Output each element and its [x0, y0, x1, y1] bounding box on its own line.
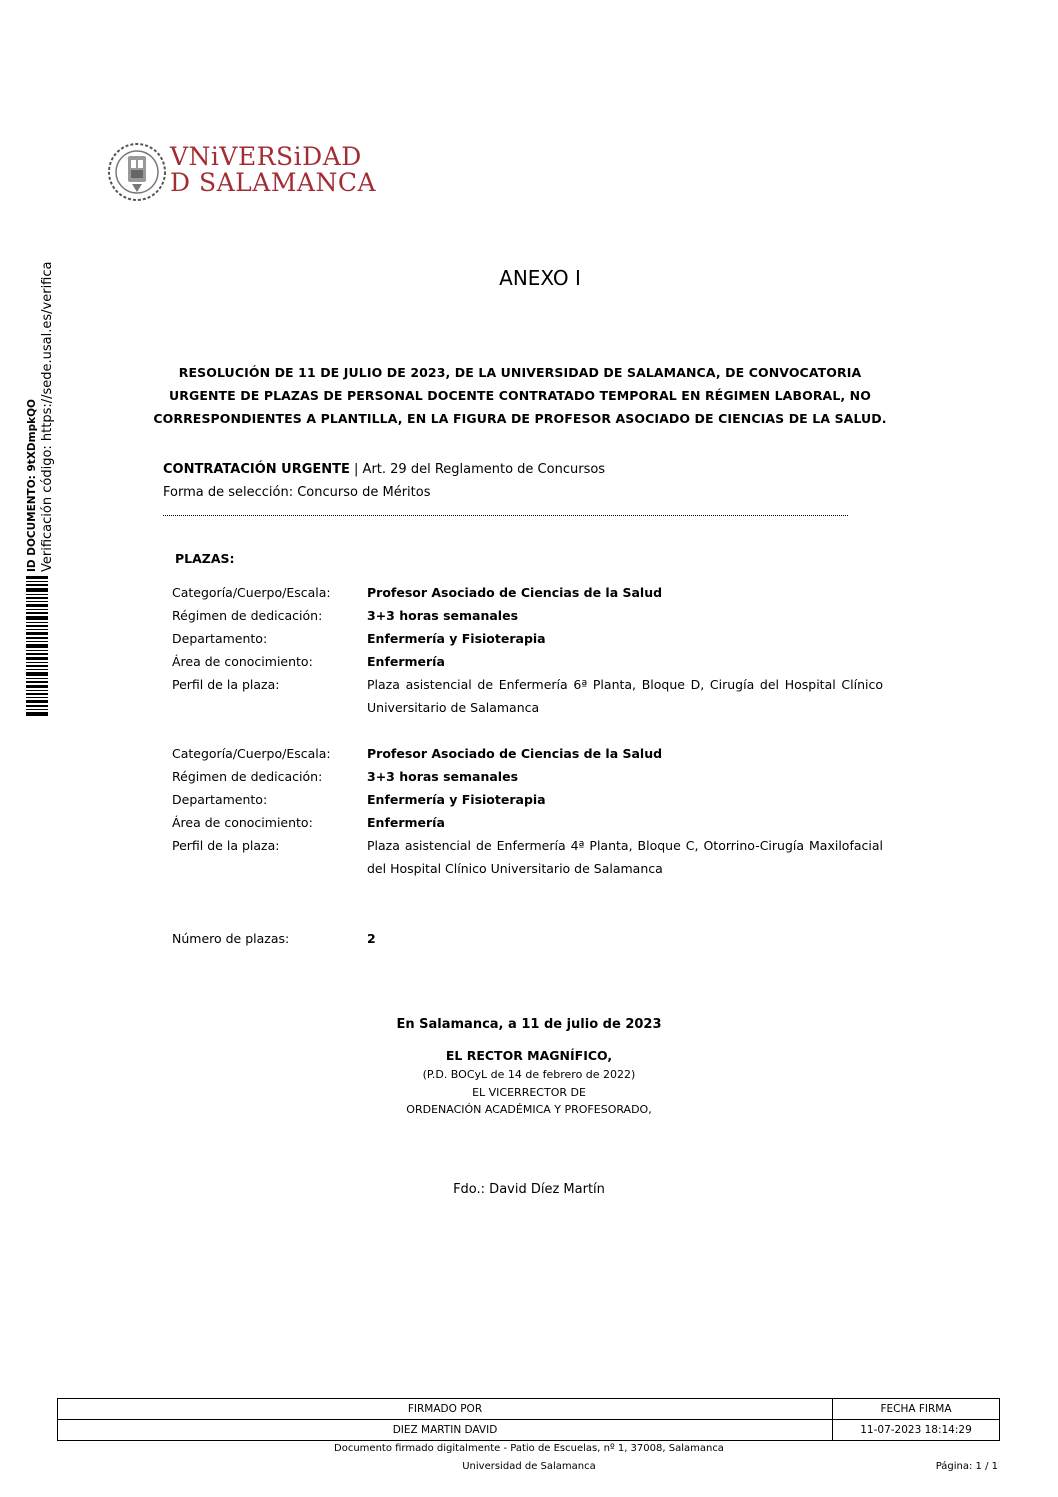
university-logo	[108, 140, 377, 204]
vicerrector-line-1: EL VICERRECTOR DE	[472, 1086, 586, 1099]
table-row	[172, 581, 883, 604]
resolution-line-2: URGENTE DE PLAZAS DE PERSONAL DOCENTE CONTRATADO TEMPORAL EN RÉGIMEN LABORAL, NO	[169, 388, 871, 403]
category-label: Categoría/Cuerpo/Escala:	[172, 746, 331, 761]
footer-line-1: Documento firmado digitalmente - Patio de Escuelas, nº 1, 37008, Salamanca	[334, 1443, 724, 1454]
area-value: Enfermería	[367, 654, 445, 669]
plazas-count	[172, 927, 883, 950]
place-date: En Salamanca, a 11 de julio de 2023	[396, 1017, 662, 1032]
table-row	[172, 604, 883, 627]
sign-date-header: FECHA FIRMA	[833, 1399, 1000, 1420]
department-value: Enfermería y Fisioterapia	[367, 792, 546, 807]
vicerrector-line-2: ORDENACIÓN ACADÉMICA Y PROFESORADO,	[406, 1103, 652, 1116]
document-id: ID DOCUMENTO: 9tXDmpkQO	[26, 399, 38, 572]
resolution-heading	[150, 361, 890, 430]
pd-reference: (P.D. BOCyL de 14 de febrero de 2022)	[422, 1068, 636, 1081]
selection-value: Concurso de Méritos	[297, 485, 431, 500]
department-label: Departamento:	[172, 631, 268, 646]
logo-line-2: D SALAMANCA	[170, 168, 377, 197]
profile-value: Plaza asistencial de Enfermería 6ª Planta, Bloque D, Cirugía del Hospital Clínico Universitario de Salamanca	[367, 677, 883, 715]
plaza-block-1	[172, 581, 883, 719]
resolution-line-3: CORRESPONDIENTES A PLANTILLA, EN LA FIGURA DE PROFESOR ASOCIADO DE CIENCIAS DE LA SALUD.	[153, 411, 887, 426]
profile-label: Perfil de la plaza:	[172, 838, 280, 853]
logo-line-1: VNiVERSiDAD	[170, 142, 362, 171]
rector-title: EL RECTOR MAGNÍFICO,	[445, 1048, 613, 1063]
signer-name: DIEZ MARTIN DAVID	[58, 1420, 833, 1441]
plazas-count-value: 2	[367, 931, 376, 946]
selection-label: Forma de selección:	[163, 485, 298, 500]
contract-type: CONTRATACIÓN URGENTE	[163, 462, 350, 477]
area-label: Área de conocimiento:	[172, 815, 313, 830]
department-value: Enfermería y Fisioterapia	[367, 631, 546, 646]
regimen-label: Régimen de dedicación:	[172, 608, 323, 623]
table-row	[172, 811, 883, 834]
resolution-line-1: RESOLUCIÓN DE 11 DE JULIO DE 2023, DE LA UNIVERSIDAD DE SALAMANCA, DE CONVOCATORIA	[178, 365, 862, 380]
regimen-value: 3+3 horas semanales	[367, 769, 519, 784]
table-row	[172, 673, 883, 719]
table-row	[172, 742, 883, 765]
department-label: Departamento:	[172, 792, 268, 807]
sign-date: 11-07-2023 18:14:29	[833, 1420, 1000, 1441]
table-row	[172, 627, 883, 650]
plazas-count-label: Número de plazas:	[172, 931, 290, 946]
table-row	[172, 834, 883, 880]
page-number: Página: 1 / 1	[935, 1461, 998, 1472]
regimen-value: 3+3 horas semanales	[367, 608, 519, 623]
profile-value: Plaza asistencial de Enfermería 4ª Planta, Bloque C, Otorrino-Cirugía Maxilofacial del Hospital Clínico Universitario de Salamanca	[367, 838, 883, 876]
table-row	[172, 765, 883, 788]
area-label: Área de conocimiento:	[172, 654, 313, 669]
plaza-block-2	[172, 742, 883, 880]
table-row	[58, 1399, 1000, 1420]
university-seal-icon	[108, 140, 166, 204]
profile-label: Perfil de la plaza:	[172, 677, 280, 692]
contract-article: | Art. 29 del Reglamento de Concursos	[349, 462, 606, 477]
page-title: ANEXO I	[499, 266, 581, 290]
signed-by-header: FIRMADO POR	[58, 1399, 833, 1420]
table-row	[172, 788, 883, 811]
barcode-icon	[26, 576, 48, 716]
dotted-separator	[163, 515, 848, 516]
verification-url: Verificación código: https://sede.usal.es/verifica	[40, 261, 55, 572]
category-value: Profesor Asociado de Ciencias de la Salud	[367, 585, 663, 600]
signed-by: Fdo.: David Díez Martín	[453, 1182, 605, 1197]
contract-info	[163, 458, 605, 504]
category-value: Profesor Asociado de Ciencias de la Salud	[367, 746, 663, 761]
table-row	[172, 650, 883, 673]
regimen-label: Régimen de dedicación:	[172, 769, 323, 784]
table-row	[172, 927, 883, 950]
signature-box	[57, 1398, 1000, 1441]
area-value: Enfermería	[367, 815, 445, 830]
table-row	[58, 1420, 1000, 1441]
verification-strip	[24, 261, 56, 716]
plazas-heading: PLAZAS:	[175, 551, 235, 566]
category-label: Categoría/Cuerpo/Escala:	[172, 585, 331, 600]
footer-line-2: Universidad de Salamanca	[462, 1461, 596, 1472]
